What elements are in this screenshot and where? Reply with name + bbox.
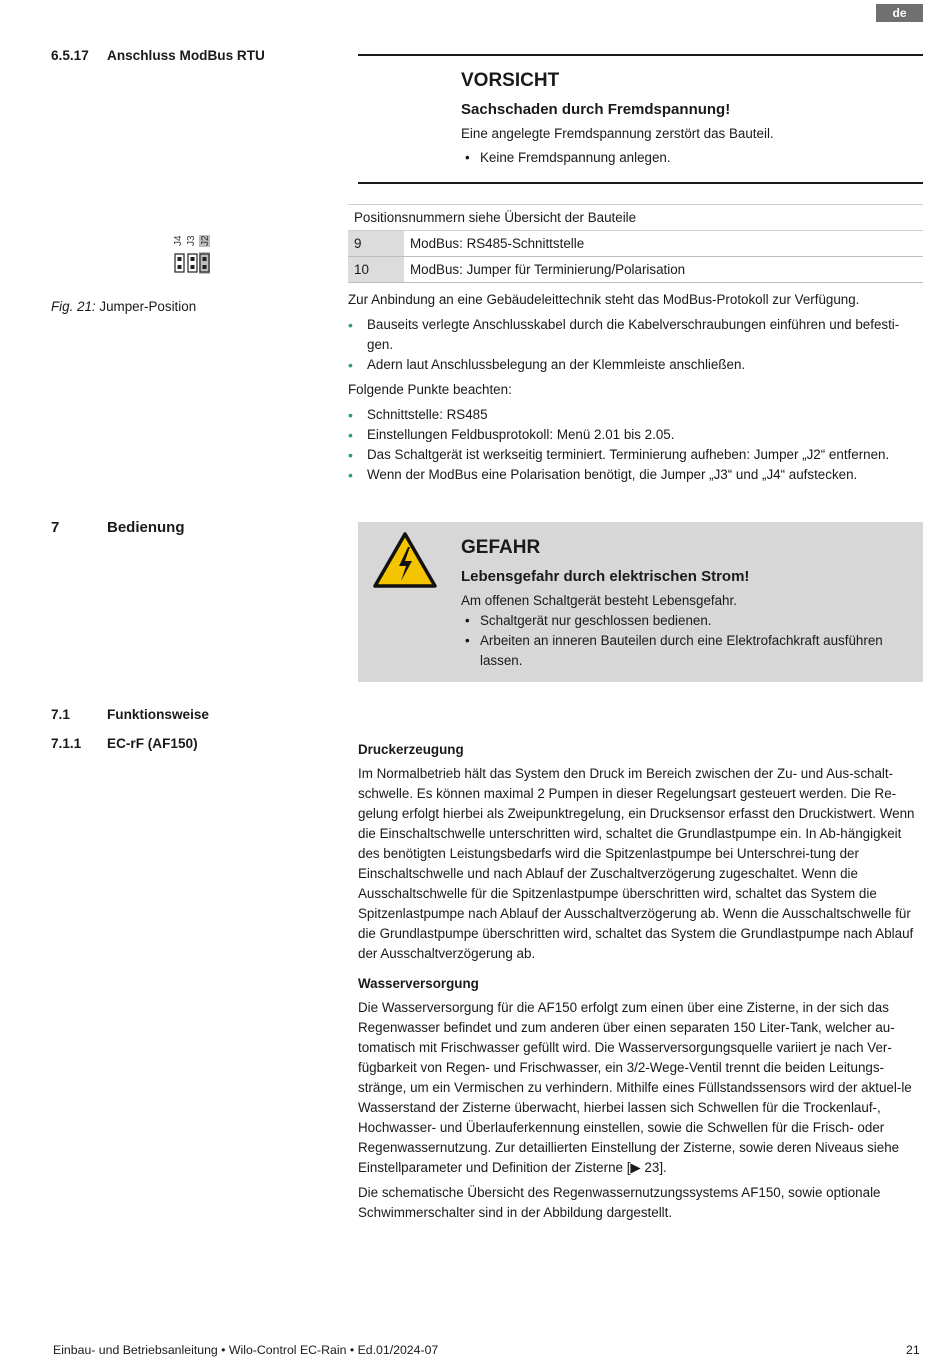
danger-bullets [461, 611, 911, 671]
list-item: • Bauseits verlegte Anschlusskabel durch die Kabelverschraubungen einführen und befesti-gen. [348, 315, 923, 355]
table-cell-text: ModBus: Jumper für Terminierung/Polarisation [404, 257, 923, 283]
danger-body: Am offenen Schaltgerät besteht Lebensgefahr. [461, 593, 737, 608]
table-caption: Positionsnummern siehe Übersicht der Bauteile [348, 205, 923, 231]
table-cell-num: 10 [348, 257, 404, 283]
druckerzeugung-text: Im Normalbetrieb hält das System den Druck im Bereich zwischen der Zu- und Aus-schalt-schwelle. Es können maximal 2 Pumpen in dieser Regelungsart gesteuert werden. Die Re-gelung erfolgt hierbei als Zweipunktregelung, ein Drucksensor erfasst den Druckistwert. Wenn die Einschaltschwelle unterschritten wird, schaltet die Grundlastpumpe ein. In Ab-hängigkeit des benötigten Leistungsbedarfs wird die Spitzenlastpumpe bei Unterschrei-tung der Einschaltschwelle und nach Ablauf der Zuschaltverzögerung zugeschaltet. Wenn die Ausschaltschwelle für die Spitzenlastpumpe überschritten wird, schaltet das System die Spitzenlastpumpe nach Ablauf der Ausschaltverzögerung ab. Wenn die Ausschaltschwelle für die Grundlastpumpe überschritten wird, schaltet das System die Grundlastpumpe nach Ablauf der Ausschaltverzögerung ab. [358, 766, 915, 961]
footer-text: Einbau- und Betriebsanleitung • Wilo-Control EC-Rain • Ed.01/2024-07 [53, 1343, 439, 1357]
modbus-notes-list [348, 405, 923, 485]
list-item: • Wenn der ModBus eine Polarisation benötigt, die Jumper „J3“ und „J4“ aufstecken. [348, 465, 923, 485]
wasserversorgung-text: Die Wasserversorgung für die AF150 erfolgt zum einen über eine Zisterne, in der sich das Regenwasser befindet und zum anderen über einen separaten 150 Liter-Tank, welcher au-tomatisch mit Frischwasser gefüllt wird. Die Wasserversorgungsquelle variiert je nach Ver-fügbarkeit von Regen- und Frischwasser, ein 3/2-Wege-Ventil trennt die beiden Leitungs-stränge, um ein Vermischen zu verhindern. Mithilfe eines Füllstandssensors wird der aktuel-le Wasserstand der Zisterne überwacht, hierbei lassen sich Schwellen für die Trockenlauf-, Hochwasser- und Überlauferkennung einstellen, sowie die Schwellen für die Frisch- oder Regenwassernutzung. Zur detaillierten Einstellung der Zisterne, sowie deren Niveaus siehe Einstellparameter und Definition der Zisterne [▶ 23]. [358, 1000, 912, 1175]
jumper-label-j4: J4 [173, 235, 184, 246]
caution-body: Eine angelegte Fremdspannung zerstört das Bauteil. [461, 126, 774, 141]
section-title: EC-rF (AF150) [107, 736, 198, 751]
caution-title: VORSICHT [461, 70, 560, 91]
table-cell-num: 9 [348, 231, 404, 257]
electric-hazard-icon [372, 531, 438, 589]
list-item: • Das Schaltgerät ist werkseitig terminiert. Terminierung aufheben: Jumper „J2“ entfernen. [348, 445, 923, 465]
jumper-figure [170, 230, 220, 276]
table-row [348, 231, 923, 257]
caution-bullets [461, 148, 911, 168]
modbus-steps-list [348, 315, 923, 375]
language-tag: de [876, 4, 923, 22]
modbus-text-block [348, 290, 923, 485]
figure-caption-prefix: Fig. 21: [51, 299, 96, 314]
caution-box [358, 54, 923, 184]
druckerzeugung-title: Druckerzeugung [358, 742, 464, 757]
position-table [348, 204, 923, 283]
section-heading-7-1-1 [51, 734, 331, 754]
function-description [358, 740, 923, 1223]
section-title: Funktionsweise [107, 707, 209, 722]
section-heading-7-1 [51, 705, 331, 725]
list-item: • Schnittstelle: RS485 [348, 405, 923, 425]
danger-subtitle: Lebensgefahr durch elektrischen Strom! [461, 568, 750, 585]
section-number: 7.1 [51, 707, 70, 722]
jumper-label-j3: J3 [186, 235, 197, 246]
modbus-intro: Zur Anbindung an eine Gebäudeleittechnik steht das ModBus-Protokoll zur Verfügung. [348, 292, 860, 307]
section-heading-7 [51, 518, 331, 538]
notes-title: Folgende Punkte beachten: [348, 382, 512, 397]
danger-title: GEFAHR [461, 537, 541, 558]
table-cell-text: ModBus: RS485-Schnittstelle [404, 231, 923, 257]
danger-box [358, 522, 923, 682]
figure-caption [51, 297, 196, 317]
section-number: 6.5.17 [51, 48, 89, 63]
page-number: 21 [906, 1343, 920, 1357]
jumper-label-j2: J2 [200, 235, 211, 246]
section-title: Anschluss ModBus RTU [107, 48, 265, 63]
caution-subtitle: Sachschaden durch Fremdspannung! [461, 101, 731, 118]
list-item: • Adern laut Anschlussbelegung an der Klemmleiste anschließen. [348, 355, 923, 375]
table-caption-row [348, 205, 923, 231]
section-title: Bedienung [107, 519, 185, 536]
section-number: 7 [51, 519, 60, 536]
wasserversorgung-title: Wasserversorgung [358, 976, 479, 991]
section-heading-6-5-17 [51, 46, 331, 66]
section-number: 7.1.1 [51, 736, 82, 751]
list-item: • Einstellungen Feldbusprotokoll: Menü 2.01 bis 2.05. [348, 425, 923, 445]
list-item: • Schaltgerät nur geschlossen bedienen. [461, 611, 911, 631]
table-row [348, 257, 923, 283]
wasserversorgung-text-2: Die schematische Übersicht des Regenwassernutzungssystems AF150, sowie optionale Schwimmerschalter sind in der Abbildung dargestellt. [358, 1185, 881, 1220]
list-item: • Keine Fremdspannung anlegen. [461, 148, 911, 168]
jumper-diagram-icon [170, 230, 220, 276]
list-item: • Arbeiten an inneren Bauteilen durch eine Elektrofachkraft ausführen lassen. [461, 631, 911, 671]
figure-caption-text: Jumper-Position [95, 299, 197, 314]
